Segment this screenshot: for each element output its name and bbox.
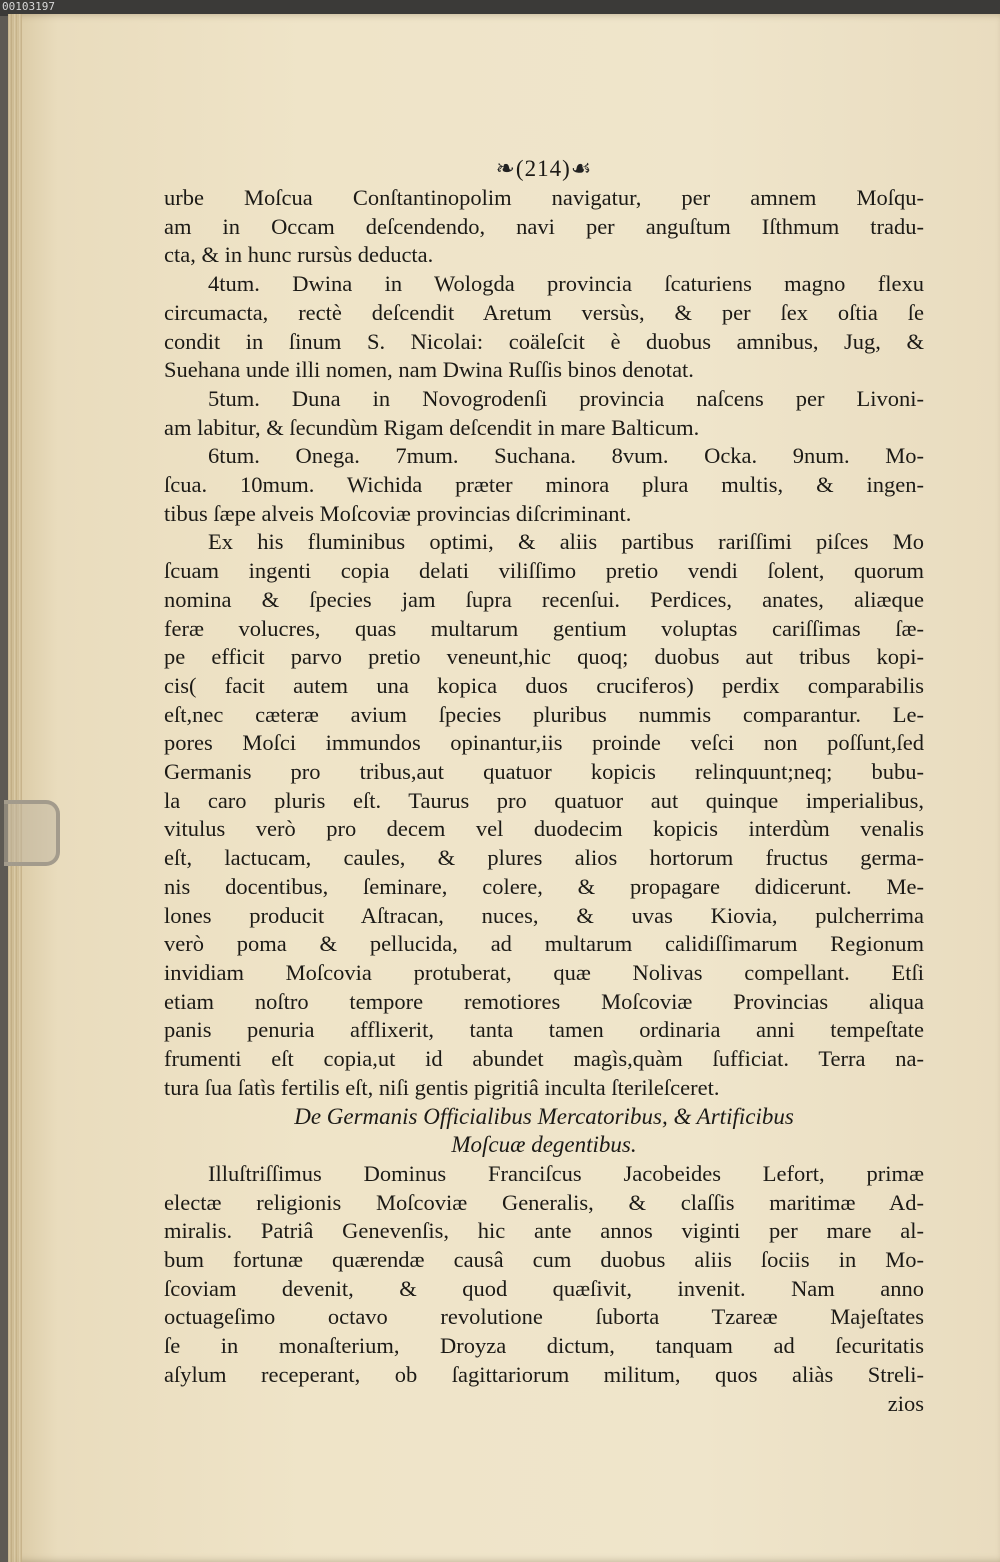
text-line: vitulus verò pro decem vel duodecim kopicis interdùm venalis [164,816,924,842]
text-line: circumacta, rectè deſcendit Aretum versùs, & per ſex oſtia ſe [164,299,924,325]
text-line: condit in ſinum S. Nicolai: coäleſcit è duobus amnibus, Jug, & [164,328,924,354]
text-line: frumenti eſt copia,ut id abundet magìs,quàm ſufficiat. Terra na- [164,1046,924,1072]
text-line: am labitur, & ſecundùm Rigam deſcendit in mare Balticum. [164,414,700,440]
text-line: la caro pluris eſt. Taurus pro quatuor aut quinque imperialibus, [164,787,924,813]
scan-id: 00103197 [2,0,55,13]
text-line: bum fortunæ quærendæ causâ cum duobus aliis ſociis in Mo- [164,1247,924,1273]
text-line: lones producit Aſtracan, nuces, & uvas Kiovia, pulcherrima [164,902,924,928]
text-line: aſylum receperant, ob ſagittariorum militum, quos aliàs Streli- [164,1361,924,1387]
text-line: 4tum. Dwina in Wologda provincia ſcaturiens magno flexu [208,271,924,297]
section-heading: De Germanis Officialibus Mercatoribus, & Artificibus [294,1103,794,1129]
text-line: tibus ſæpe alveis Moſcoviæ provincias diſcriminant. [164,500,632,526]
page-edges [8,14,22,1562]
text-line: panis penuria afflixerit, tanta tamen ordinaria anni tempeſtate [164,1017,924,1043]
text-line: nomina & ſpecies jam ſupra recenſui. Perdices, anates, aliæque [164,586,924,612]
text-line: ſcuam ingenti copia delati viliſſimo pretio vendi ſolent, quorum [164,558,924,584]
text-line: electæ religionis Moſcoviæ Generalis, & claſſis maritimæ Ad- [164,1189,924,1215]
text-line: invidiam Moſcovia protuberat, quæ Nolivas compellant. Etſi [164,959,924,985]
section-heading-continued: Moſcuæ degentibus. [451,1132,637,1158]
paragraph-rivers [164,184,924,1103]
page-text [164,154,924,1418]
text-line: octuageſimo octavo revolutione ſuborta Tzareæ Majeſtates [164,1304,924,1330]
text-line: Germanis pro tribus,aut quatuor kopicis relinquunt;neq; bubu- [164,759,924,785]
text-line: eſt,nec cæteræ avium ſpecies pluribus nummis comparantur. Le- [164,701,924,727]
right-ornament-icon: ☙ [570,156,593,181]
text-line: feræ volucres, quas multarum gentium voluptas cariſſimas ſæ- [164,615,924,641]
left-ornament-icon: ❧ [495,156,516,181]
text-line: pe efficit parvo pretio veneunt,hic quoq; duobus aut tribus kopi- [164,644,924,670]
text-line: ſe in monaſterium, Droyza dictum, tanquam ad ſecuritatis [164,1333,924,1359]
text-line: cis( facit autem una kopica duos cruciferos) perdix comparabilis [164,672,924,698]
text-line: miralis. Patriâ Genevenſis, hic ante annos viginti per mare al- [164,1218,924,1244]
text-line: 5tum. Duna in Novogrodenſi provincia naſcens per Livoni- [208,385,924,411]
text-line: Ex his fluminibus optimi, & aliis partibus rariſſimi piſces Mo [208,529,924,555]
text-line: etiam noſtro tempore remotiores Moſcoviæ Provincias aliqua [164,988,924,1014]
text-line: Suehana unde illi nomen, nam Dwina Ruſſis binos denotat. [164,357,694,383]
paragraph-lefort [164,1160,924,1390]
page-number: (214) [515,156,571,181]
text-line: tura ſua ſatìs fertilis eſt, niſi gentis pigritiâ inculta ſterileſceret. [164,1074,720,1100]
text-line: nis docentibus, ſeminare, colere, & propagare didicerunt. Me- [164,873,924,899]
text-line: eſt, lactucam, caules, & plures alios hortorum fructus germa- [164,845,924,871]
page-header [164,154,924,184]
text-line: pores Moſci immundos opinantur,iis proinde veſci non poſſunt,ſed [164,730,924,756]
text-line: am in Occam deſcendendo, navi per anguſtum Iſthmum tradu- [164,213,924,239]
text-line: 6tum. Onega. 7mum. Suchana. 8vum. Ocka. 9num. Mo- [208,443,924,469]
catchword: zios [887,1390,924,1416]
text-line: ſcua. 10mum. Wichida præter minora plura multis, & ingen- [164,472,924,498]
text-line: ſcoviam devenit, & quod quæſivit, invenit. Nam anno [164,1275,924,1301]
text-line: verò poma & pellucida, ad multarum calidiſſimarum Regionum [164,931,924,957]
text-line: Illuſtriſſimus Dominus Franciſcus Jacobeides Lefort, primæ [208,1160,924,1186]
text-line: urbe Moſcua Conſtantinopolim navigatur, per amnem Moſqu- [164,185,924,210]
text-line: cta, & in hunc rursùs deducta. [164,242,434,268]
page-clip [4,800,60,866]
